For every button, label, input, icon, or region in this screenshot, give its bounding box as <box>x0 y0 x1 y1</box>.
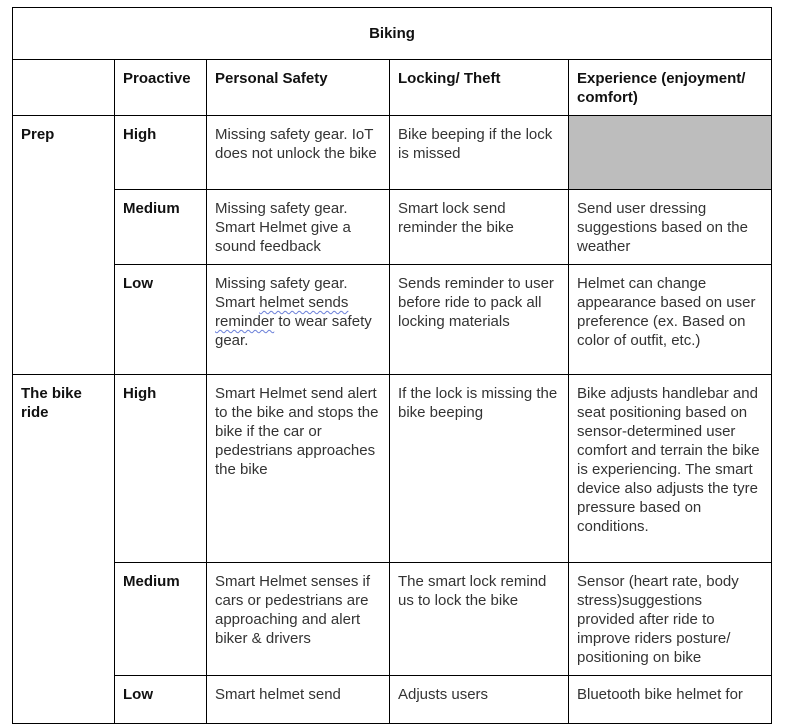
experience-cell: Helmet can change appearance based on user preference (ex. Based on color of outfit, etc.) <box>569 265 772 375</box>
text-segment: to wear safety gear. <box>215 313 372 349</box>
text-segment: Missing safety gear. Smart <box>215 275 348 311</box>
personal-safety-cell: Smart Helmet senses if cars or pedestrians are approaching and alert biker & drivers <box>207 563 390 676</box>
proactive-column-header: Proactive <box>115 60 207 116</box>
header-row <box>13 60 772 116</box>
locking-theft-cell: Sends reminder to user before ride to pack all locking materials <box>390 265 569 375</box>
table-row <box>13 563 772 676</box>
table-row <box>13 190 772 265</box>
table-title: Biking <box>13 8 772 60</box>
experience-cell: Send user dressing suggestions based on the weather <box>569 190 772 265</box>
locking-theft-cell: Adjusts users <box>390 676 569 724</box>
personal-safety-cell: Smart Helmet send alert to the bike and stops the bike if the car or pedestrians approaches the bike <box>207 375 390 563</box>
locking-theft-column-header: Locking/ Theft <box>390 60 569 116</box>
locking-theft-cell: The smart lock remind us to lock the bike <box>390 563 569 676</box>
personal-safety-column-header: Personal Safety <box>207 60 390 116</box>
personal-safety-cell: Smart helmet send <box>207 676 390 724</box>
locking-theft-cell: Smart lock send reminder the bike <box>390 190 569 265</box>
biking-table <box>12 7 772 724</box>
experience-cell: Bluetooth bike helmet for <box>569 676 772 724</box>
stage-prep: Prep <box>13 116 115 375</box>
table-row <box>13 116 772 190</box>
level-cell: Low <box>115 265 207 375</box>
level-cell: High <box>115 375 207 563</box>
experience-cell: Sensor (heart rate, body stress)suggestions provided after ride to improve riders posture/ positioning on bike <box>569 563 772 676</box>
experience-column-header: Experience (enjoyment/ comfort) <box>569 60 772 116</box>
personal-safety-cell: Missing safety gear. IoT does not unlock the bike <box>207 116 390 190</box>
experience-cell: Bike adjusts handlebar and seat positioning based on sensor-determined user comfort and terrain the bike is experiencing. The smart device also adjusts the tyre pressure based on conditions. <box>569 375 772 563</box>
experience-cell-shaded <box>569 116 772 190</box>
personal-safety-cell <box>207 265 390 375</box>
level-cell: Medium <box>115 563 207 676</box>
level-cell: Medium <box>115 190 207 265</box>
spellcheck-flagged-text: reminder <box>215 313 275 330</box>
locking-theft-cell: If the lock is missing the bike beeping <box>390 375 569 563</box>
table-row <box>13 375 772 563</box>
locking-theft-cell: Bike beeping if the lock is missed <box>390 116 569 190</box>
level-cell: Low <box>115 676 207 724</box>
stage-the-bike-ride: The bike ride <box>13 375 115 724</box>
stage-column-header <box>13 60 115 116</box>
table-row <box>13 265 772 375</box>
spellcheck-flagged-text: helmet sends <box>259 294 349 311</box>
personal-safety-cell: Missing safety gear. Smart Helmet give a sound feedback <box>207 190 390 265</box>
level-cell: High <box>115 116 207 190</box>
table-row <box>13 676 772 724</box>
